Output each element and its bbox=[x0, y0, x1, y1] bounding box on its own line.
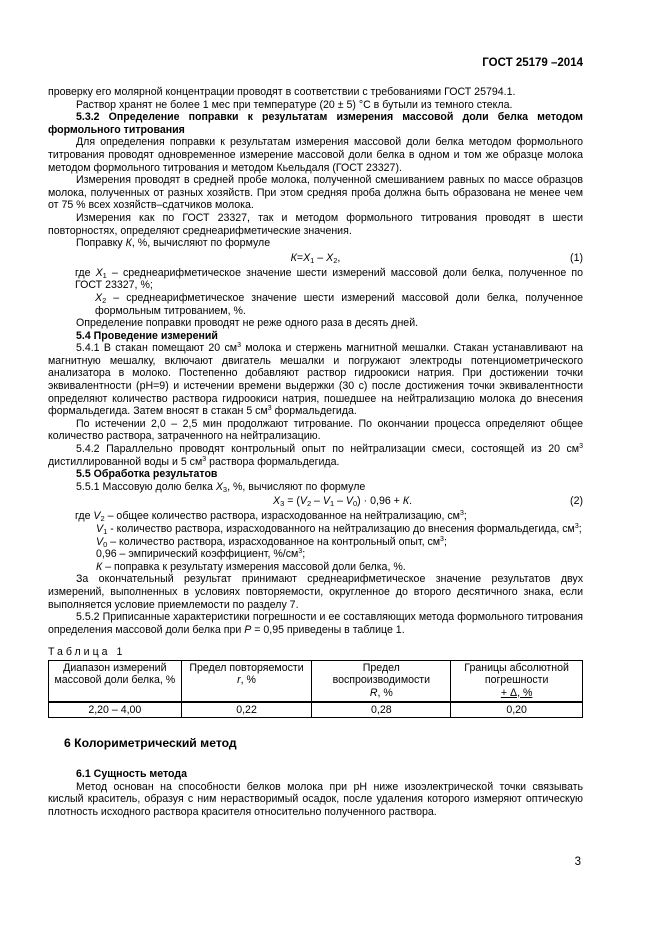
paragraph: Для определения поправки к результатам измерения массовой доли белка методом формольного титрования проводят одновременное измерение массовой доли белка в одном и том же образце молока методом формольного титрования и методом Кьельдаля (ГОСТ 23327). bbox=[48, 136, 583, 174]
paragraph: По истечении 2,0 – 2,5 мин продолжают титрование. По окончании процесса определяют общее количество раствора, затраченного на нейтрализацию. bbox=[48, 417, 583, 443]
definition-x2: $Х_2$ – среднеарифметическое значение шести измерений массовой доли белка, полученное формольным титрованием, %. bbox=[95, 291, 583, 317]
paragraph: Метод основан на способности белков молока при pH ниже изоэлектрической точки связывать кислый краситель, образуя с ним нерастворимый осадок, после удаления которого измеряют оптическую плотность исходного раствора красителя относительно полученного раствора. bbox=[48, 780, 583, 818]
paragraph-5-4-2: 5.4.2 Параллельно проводят контрольный опыт по нейтрализации смеси, состоящей из 20 $см^3$ дистиллированной воды и 5 $см^3$ раствора формальдегида. bbox=[48, 443, 583, 468]
document-body bbox=[48, 86, 583, 819]
formula-number: (1) bbox=[570, 251, 583, 264]
paragraph-5-5-1: 5.5.1 Массовую долю белка $Х_3$, %, вычисляют по формуле bbox=[76, 480, 366, 494]
cell-range: 2,20 – 4,00 bbox=[49, 702, 182, 717]
paragraph: Измерения проводят в средней пробе молока, полученной смешиванием равных по массе образцов молока, полученных от разных хозяйств. При этом средняя проба должна быть образована не менее чем от 75 % всех хозяйств–сдатчиков молока. bbox=[48, 174, 583, 212]
section-heading-6-1: 6.1 Сущность метода bbox=[76, 768, 188, 781]
paragraph-5-5-2: 5.5.2 Приписанные характеристики погрешности и ее составляющих метода формольного титрования определения массовой доли белка при Р = 0,95 приведены в таблице 1. bbox=[48, 611, 583, 636]
paragraph: Раствор хранят не более 1 мес при температуре (20 ± 5) °С в бутыли из темного стекла. bbox=[76, 98, 513, 111]
paragraph: Измерения как по ГОСТ 23327, так и методом формольного титрования проводят в шести повторностях, определяют среднеарифметические значения. bbox=[48, 211, 583, 237]
section-heading-5-5: 5.5 Обработка результатов bbox=[76, 468, 218, 481]
section-heading-6: 6 Колориметрический метод bbox=[64, 735, 237, 750]
definition-x1: где $Х_1$ – среднеарифметическое значение шести измерений массовой доли белка, полученное по ГОСТ 23327, %; bbox=[75, 266, 583, 292]
cell-reproducibility: 0,28 bbox=[312, 702, 451, 717]
header-reproducibility: Предел воспроизводимости R, % bbox=[312, 660, 451, 702]
table-header-row bbox=[49, 660, 583, 702]
definition-v1: $V_1$ - количество раствора, израсходованного на нейтрализацию до внесения формальдегида, $см^3$; bbox=[96, 523, 582, 536]
header-range: Диапазон измерений массовой доли белка, % bbox=[49, 660, 182, 702]
header-error-bounds: Границы абсолютной погрешности + Δ, % bbox=[451, 660, 583, 702]
definition-k: К – поправка к результату измерения массовой доли белка, %. bbox=[96, 560, 406, 573]
page-number: 3 bbox=[574, 856, 581, 868]
definition-coefficient: 0,96 – эмпирический коэффициент, $\%/см^3$; bbox=[96, 548, 306, 561]
document-header: ГОСТ 25179 –2014 bbox=[482, 57, 583, 69]
definition-v2: где $V_2$ – общее количество раствора, израсходованное на нейтрализацию, $см^3$; bbox=[75, 510, 467, 524]
definition-v0: $V_0$ – количество раствора, израсходованное на контрольный опыт, $см^3$; bbox=[96, 535, 447, 549]
paragraph: Поправку К, %, вычисляют по формуле bbox=[76, 237, 271, 250]
formula-number: (2) bbox=[570, 495, 583, 508]
header-repeatability: Предел повторяемости r, % bbox=[181, 660, 312, 702]
paragraph: проверку его молярной концентрации проводят в соответствии с требованиями ГОСТ 25794.1. bbox=[48, 86, 516, 98]
table-row bbox=[49, 702, 583, 717]
section-heading-5-3-2: 5.3.2 Определение поправки к результатам измерения массовой доли белка методом формольного титрования bbox=[48, 111, 583, 136]
paragraph-5-4-1: 5.4.1 В стакан помещают 20 $см^3$ молока и стержень магнитной мешалки. Стакан устанавливают на магнитную мешалку, включают двигатель мешалки и погружают электроды потенциометрического анализатора в молоко. Постепенно добавляют раствор гидроокиси натрия. При достижении точки эквивалентности (pH=9) и истечении времени выдержки (30 с) после достижения точки эквивалентности определяют количество раствора гидроокиси натрия, пошедшее на нейтрализацию молока до внесения формальдегида. Затем вносят в стакан 5 $см^3$ формальдегида. bbox=[48, 342, 583, 418]
paragraph: За окончательный результат принимают среднеарифметическое значение результатов двух измерений, выполненных в условиях повторяемости, округленное до второго десятичного знака, если выполняется условие приемлемости по разделу 7. bbox=[48, 573, 583, 611]
cell-repeatability: 0,22 bbox=[181, 702, 312, 717]
formula-1 bbox=[48, 252, 583, 265]
cell-error-bounds: 0,20 bbox=[451, 702, 583, 717]
table-1 bbox=[48, 660, 583, 718]
section-heading-5-4: 5.4 Проведение измерений bbox=[76, 329, 218, 342]
formula-body: $К=Х_1 - Х_2$, bbox=[290, 251, 341, 265]
formula-body: $Х_3 = (V_2 - V_1 - V_0) \cdot 0,96 + К$. bbox=[273, 495, 413, 509]
table-caption: Таблица 1 bbox=[48, 646, 126, 659]
paragraph: Определение поправки проводят не реже одного раза в десять дней. bbox=[76, 317, 419, 330]
formula-2 bbox=[48, 495, 583, 508]
